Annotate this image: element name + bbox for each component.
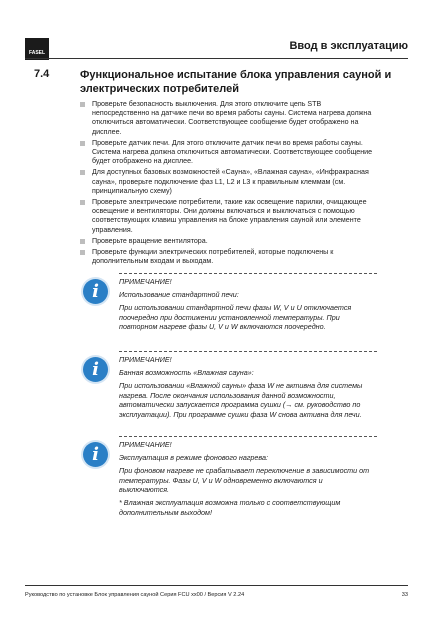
- note-divider: [119, 273, 377, 274]
- list-item-text: Проверьте датчик печи. Для этого отключите датчик печи во время работы сауны. Система нагрева должна отключиться автоматически. Соответствующее сообщение будет отображено на дисплее.: [92, 138, 373, 166]
- page-number: 33: [401, 592, 408, 598]
- info-icon: i: [83, 357, 108, 382]
- header-divider: [25, 58, 408, 59]
- note-subtitle: Банная возможность «Влажная сауна»:: [119, 368, 254, 377]
- list-item-text: Проверьте функции электрических потребителей, которые подключены к дополнительным входам и выходам.: [92, 248, 334, 266]
- footer-divider: [25, 585, 408, 586]
- checklist: [80, 100, 380, 268]
- list-item-text: Проверьте вращение вентилятора.: [92, 236, 208, 245]
- bullet-square: [80, 170, 85, 175]
- note-text: При фоновом нагреве не срабатывает переключение в зависимости от температуры. Фазы U, V и W одновременно включаются и выключаются.: [119, 466, 370, 495]
- bullet-square: [80, 239, 85, 244]
- section-title: Функциональное испытание блока управления сауной и электрических потребителей: [80, 69, 392, 95]
- note-label: ПРИМЕЧАНИЕ!: [119, 440, 172, 449]
- list-item: [80, 248, 380, 266]
- list-item: [80, 237, 380, 246]
- list-item: [80, 139, 380, 167]
- note-divider: [119, 351, 377, 352]
- footer-document-title: Руководство по установке Блок управления сауной Серия FCU xx00 / Версия V 2.24: [25, 592, 245, 598]
- chapter-title: Ввод в эксплуатацию: [289, 40, 408, 52]
- bullet-square: [80, 102, 85, 107]
- logo-text: FASEL: [28, 50, 46, 56]
- note-text: При использовании стандартной печи фазы W, V и U отключается поочередно при достижении установленной температуры. При повторном нагреве фазы U, V и W включаются поочередно.: [119, 303, 352, 332]
- list-item-text: Проверьте электрические потребители, такие как освещение парилки, очищающее освещение и вентиляторы. Они должны включаться и выключаться с помощью соответствующих клавиш управления на блоке управления сауной или элементе управления.: [92, 198, 367, 234]
- note-divider: [119, 436, 377, 437]
- section-number: 7.4: [34, 68, 50, 80]
- list-item: [80, 198, 380, 235]
- note-subtitle: Использование стандартной печи:: [119, 290, 239, 299]
- bullet-square: [80, 200, 85, 205]
- note-subtitle: Эксплуатация в режиме фонового нагрева:: [119, 453, 268, 462]
- bullet-square: [80, 250, 85, 255]
- note-text: При использовании «Влажной сауны» фаза W не активна для системы нагрева. После окончания использования данной возможности, автоматически запускается программа сушки (→ см. руководство по эксплуатации). При программе сушки фаза W снова активна для печи.: [119, 381, 363, 419]
- list-item: [80, 100, 380, 137]
- info-icon: i: [83, 279, 108, 304]
- note-label: ПРИМЕЧАНИЕ!: [119, 355, 172, 364]
- info-icon: i: [83, 442, 108, 467]
- brand-logo: [25, 38, 49, 60]
- list-item: [80, 168, 380, 196]
- list-item-text: Для доступных базовых возможностей «Сауна», «Влажная сауна», «Инфракрасная сауна», проверьте подключение фаз L1, L2 и L3 к правильным клеммам (см. принципиальную схему): [92, 168, 369, 195]
- note-footnote: * Влажная эксплуатация возможна только с соответствующим дополнительным выходом!: [119, 498, 341, 517]
- list-item-text: Проверьте безопасность выключения. Для этого отключите цепь STB непосредственно на датчике печи во время работы сауны. Система нагрева должна отключиться автоматически. Соответствующее сообщение будет отображено на дисплее.: [92, 100, 372, 136]
- note-label: ПРИМЕЧАНИЕ!: [119, 277, 172, 286]
- bullet-square: [80, 141, 85, 146]
